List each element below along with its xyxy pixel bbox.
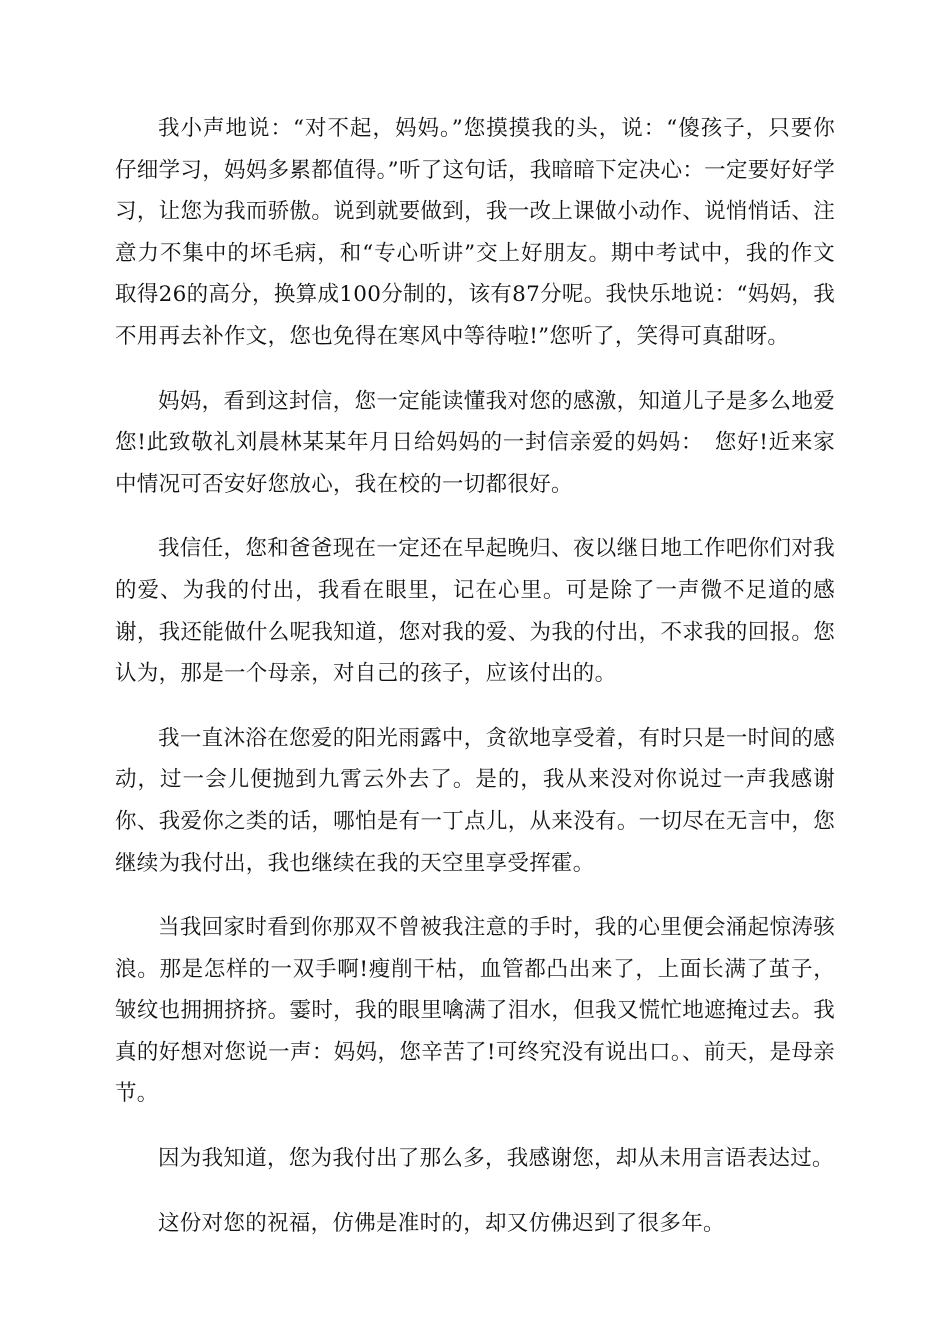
paragraph-4: 我一直沐浴在您爱的阳光雨露中，贪欲地享受着，有时只是一时间的感动，过一会儿便抛到九霄云外去了。是的，我从来没对你说过一声我感谢你、我爱你之类的话，哪怕是有一丁点儿，从来没有。一切尽在无言中，您继续为我付出，我也继续在我的天空里享受挥霍。 (115, 725, 835, 876)
paragraph-3: 我信任，您和爸爸现在一定还在早起晚归、夜以继日地工作吧你们对我的爱、为我的付出，我看在眼里，记在心里。可是除了一声微不足道的感谢，我还能做什么呢我知道，您对我的爱、为我的付出，不求我的回报。您认为，那是一个母亲，对自己的孩子，应该付出的。 (115, 536, 835, 687)
document-page (115, 108, 835, 1267)
paragraph-2: 妈妈，看到这封信，您一定能读懂我对您的感激，知道儿子是多么地爱您!此致敬礼刘晨林某某年月日给妈妈的一封信亲爱的妈妈： 您好!近来家中情况可否安好您放心，我在校的一切都很好。 (115, 388, 835, 497)
paragraph-1: 我小声地说：“对不起，妈妈。”您摸摸我的头，说：“傻孩子，只要你仔细学习，妈妈多累都值得。”听了这句话，我暗暗下定决心：一定要好好学习，让您为我而骄傲。说到就要做到，我一改上课做小动作、说悄悄话、注意力不集中的坏毛病，和“专心听讲”交上好朋友。期中考试中，我的作文取得26的高分，换算成100分制的，该有87分呢。我快乐地说：“妈妈，我不用再去补作文，您也免得在寒风中等待啦!”您听了，笑得可真甜呀。 (115, 116, 835, 349)
paragraph-6: 因为我知道，您为我付出了那么多，我感谢您，却从未用言语表达过。 (158, 1146, 834, 1172)
paragraph-7: 这份对您的祝福，仿佛是准时的，却又仿佛迟到了很多年。 (158, 1210, 725, 1236)
paragraph-5: 当我回家时看到你那双不曾被我注意的手时，我的心里便会涌起惊涛骇浪。那是怎样的一双手啊!瘦削干枯，血管都凸出来了，上面长满了茧子，皱纹也拥拥挤挤。霎时，我的眼里噙满了泪水，但我又慌忙地遮掩过去。我真的好想对您说一声：妈妈，您辛苦了!可终究没有说出口。、前天，是母亲节。 (115, 915, 835, 1107)
